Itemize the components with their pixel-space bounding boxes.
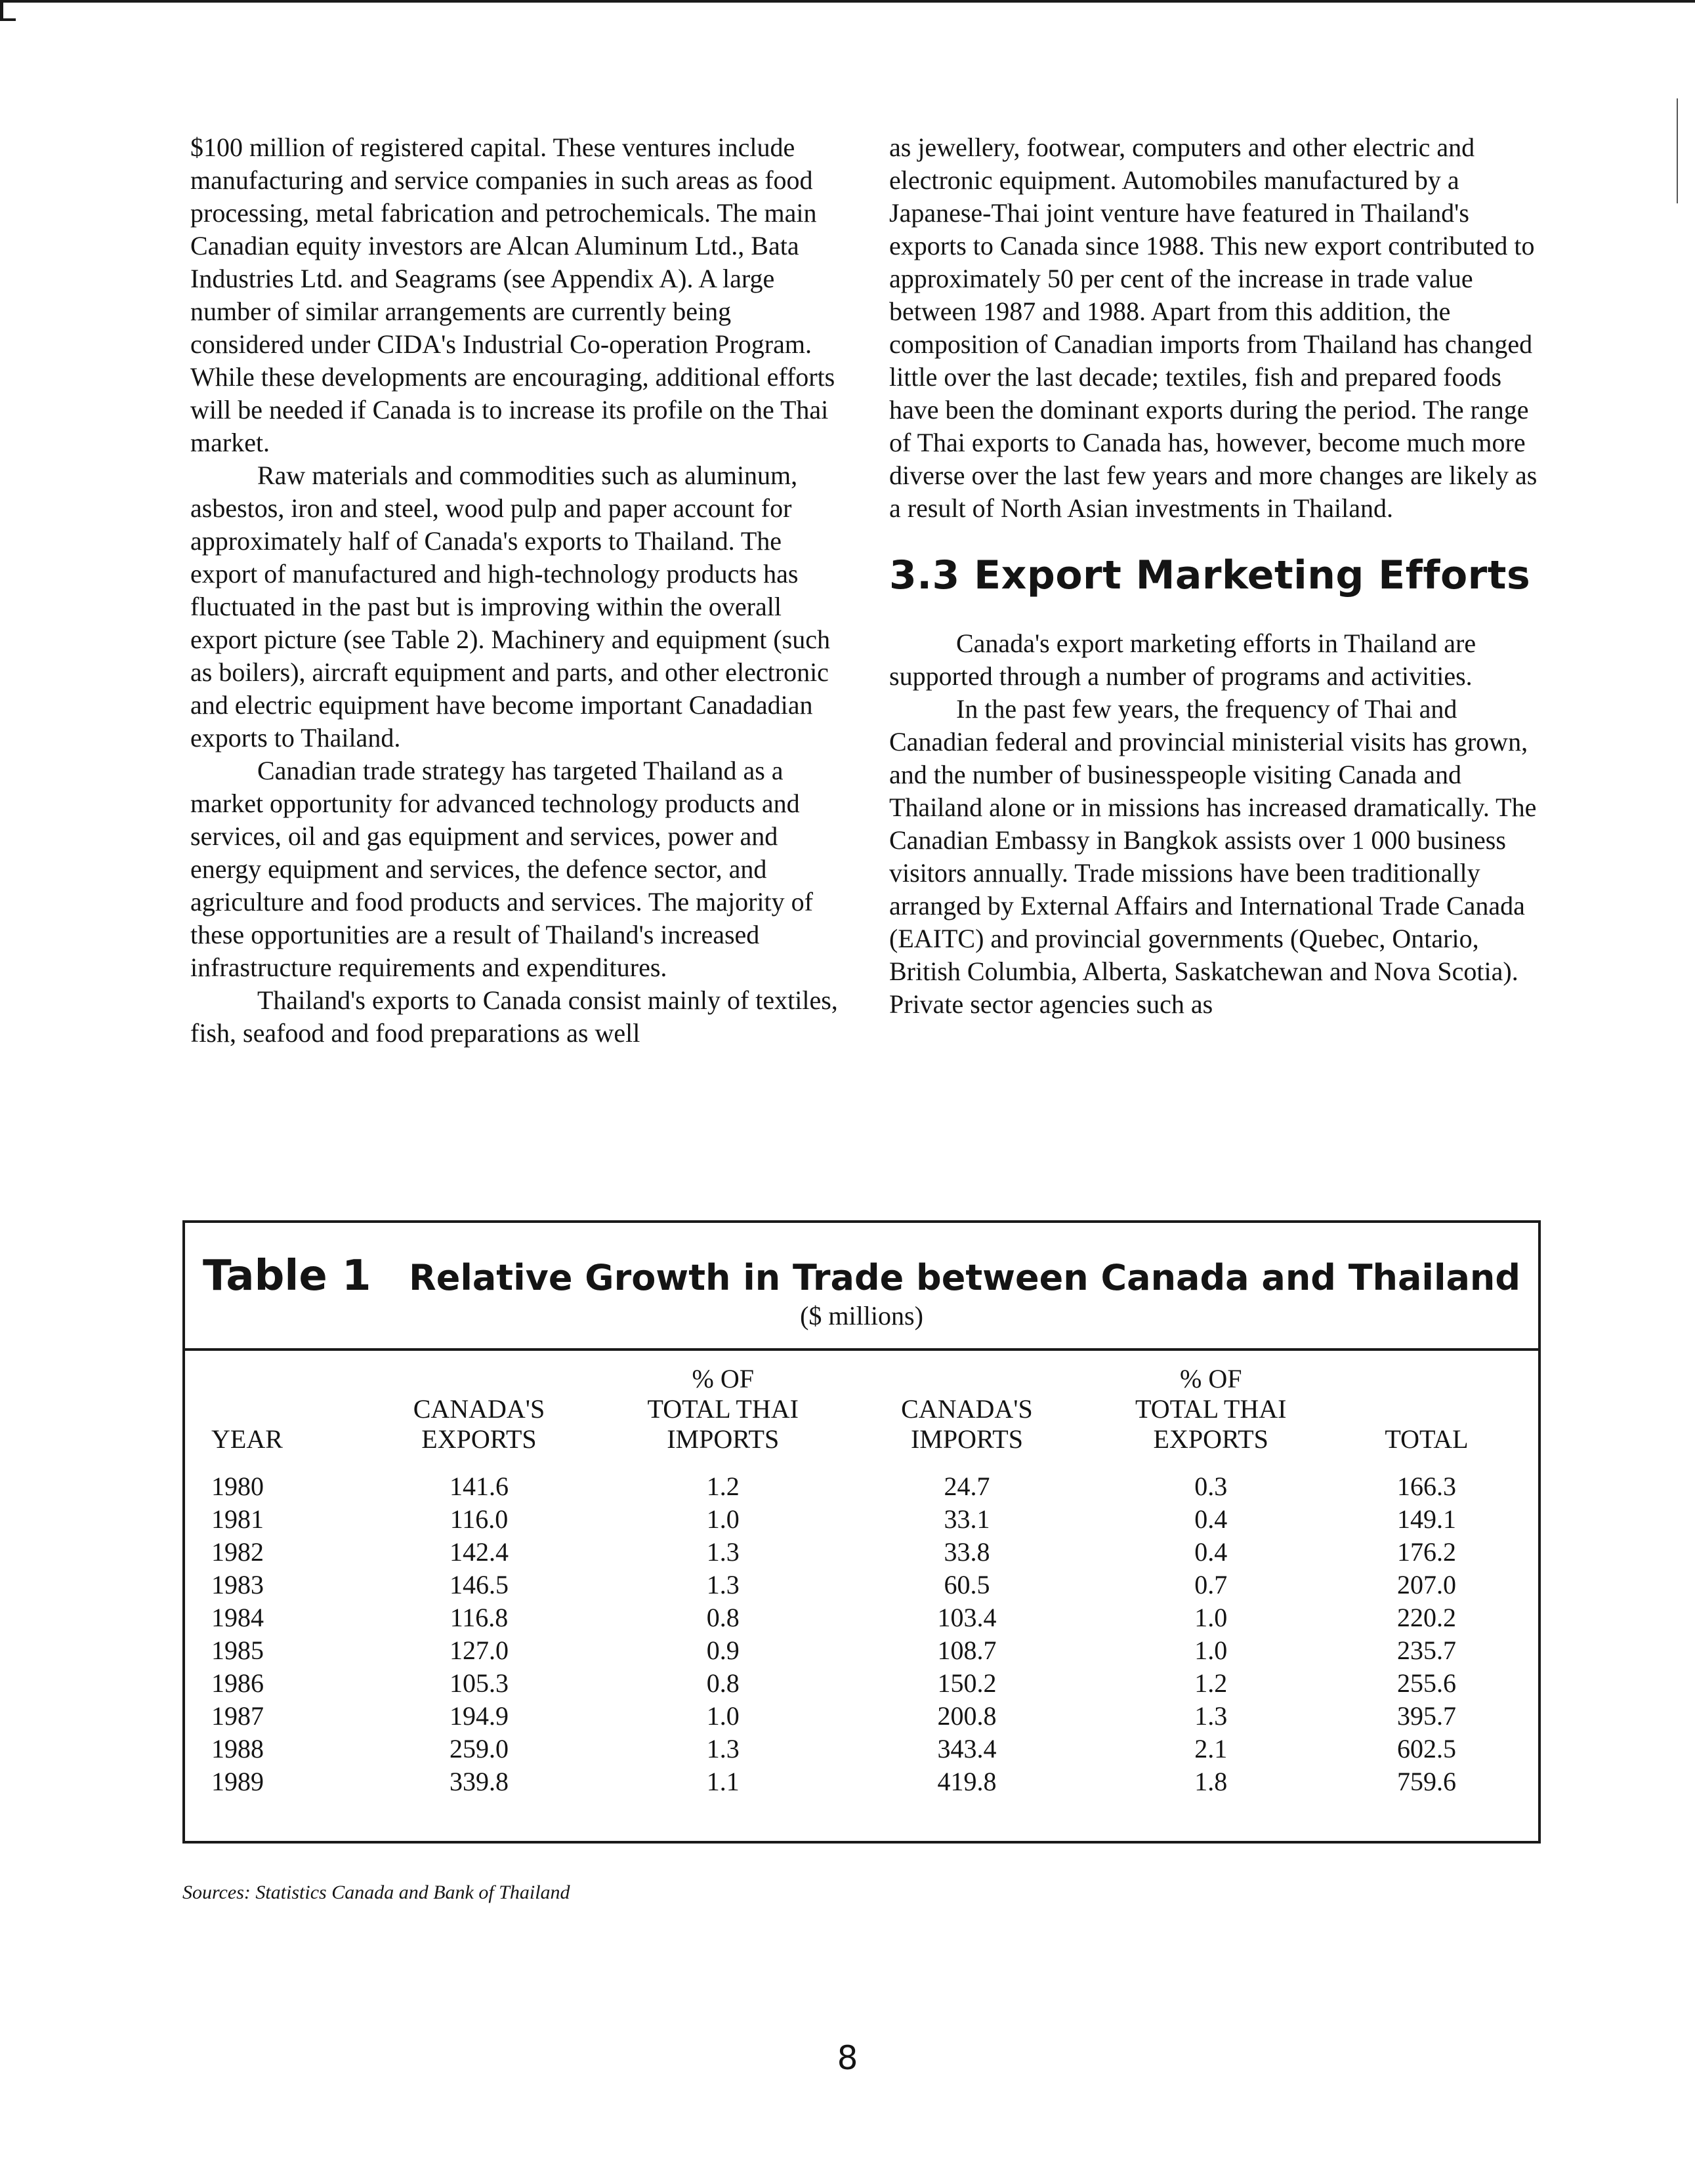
table-cell: 343.4	[937, 1734, 997, 1763]
table-cell: 0.9	[706, 1636, 740, 1665]
table-cell: 1.3	[706, 1734, 740, 1763]
table-cell: 150.2	[937, 1668, 997, 1698]
table-cell: 1.0	[1194, 1603, 1228, 1632]
column-header-line: TOTAL THAI	[647, 1394, 799, 1424]
table-label: Table 1	[203, 1252, 371, 1300]
section-body	[889, 627, 1539, 1021]
table-cell: 1.0	[1194, 1636, 1228, 1665]
column-header-line: CANADA'S	[901, 1394, 1033, 1424]
table-row	[206, 1700, 1512, 1733]
table-cell: 1983	[211, 1570, 264, 1599]
table-cell: 103.4	[937, 1603, 997, 1632]
table-cell: 33.8	[944, 1537, 990, 1567]
table-name: Relative Growth in Trade between Canada and Thailand	[409, 1257, 1520, 1298]
table-cell: 1987	[211, 1701, 264, 1731]
table-cell: 116.8	[450, 1603, 509, 1632]
table-cell: 105.3	[449, 1668, 509, 1698]
table-cell: 1.3	[706, 1537, 740, 1567]
table-title	[185, 1252, 1538, 1300]
table-cell: 235.7	[1397, 1636, 1456, 1665]
table-cell: 1.8	[1194, 1767, 1228, 1796]
page-number: 8	[837, 2039, 858, 2077]
table-row	[206, 1733, 1512, 1765]
table-cell: 33.1	[944, 1504, 990, 1534]
column-header-line: % OF	[1180, 1364, 1242, 1393]
table-cell: 259.0	[449, 1734, 509, 1763]
table-cell: 2.1	[1194, 1734, 1228, 1763]
table-cell: 60.5	[944, 1570, 990, 1599]
table-cell: 127.0	[449, 1636, 509, 1665]
table-cell: 0.4	[1194, 1537, 1228, 1567]
table-row	[206, 1503, 1512, 1536]
paragraph: $100 million of registered capital. These ventures include manufacturing and service companies in such areas as food processing, metal fabrication and petrochemicals. The main Canadian equity investors are Alcan Aluminum Ltd., Bata Industries Ltd. and Seagrams (see Appendix A). A large number of similar arrangements are currently being considered under CIDA's Industrial Co-operation Program. While these developments are encouraging, additional efforts will be needed if Canada is to increase its profile on the Thai market.	[190, 133, 835, 457]
table-cell: 1985	[211, 1636, 264, 1665]
table-cell: 1.3	[706, 1570, 740, 1599]
table-cell: 1989	[211, 1767, 264, 1796]
column-header-line: % OF	[692, 1364, 754, 1393]
column-header-line: IMPORTS	[910, 1424, 1023, 1454]
paragraph: as jewellery, footwear, computers and other electric and electronic equipment. Automobiles manufactured by a Japanese-Thai joint venture have featured in Thailand's exports to Canada since 1988. This new export contributed to approximately 50 per cent of the increase in trade value between 1987 and 1988. Apart from this addition, the composition of Canadian imports from Thailand has changed little over the last decade; textiles, fish and prepared foods have been the dominant exports during the period. The range of Thai exports to Canada has, however, become much more diverse over the last few years and more changes are likely as a result of North Asian investments in Thailand.	[889, 133, 1538, 523]
table-cell: 395.7	[1397, 1701, 1456, 1731]
table-cell: 176.2	[1397, 1537, 1456, 1567]
table-cell: 1.0	[706, 1504, 740, 1534]
scan-margin-mark	[1677, 98, 1678, 203]
table-cell: 759.6	[1397, 1767, 1456, 1796]
paragraph: Raw materials and commodities such as aluminum, asbestos, iron and steel, wood pulp and paper account for approximately half of Canada's exports to Thailand. The export of manufactured and high-technology products has fluctuated in the past but is improving within the overall export picture (see Table 2). Machinery and equipment (such as boilers), aircraft equipment and parts, and other electronic and electric equipment have become important Canadadian exports to Thailand.	[190, 461, 830, 752]
table-cell: 602.5	[1397, 1734, 1456, 1763]
table-header-band	[185, 1223, 1538, 1351]
table-cell: 142.4	[449, 1537, 509, 1567]
column-header-line: IMPORTS	[667, 1424, 780, 1454]
table-cell: 1984	[211, 1603, 264, 1632]
column-header	[366, 1364, 593, 1470]
column-header-line: CANADA'S	[413, 1394, 545, 1424]
column-header	[593, 1364, 854, 1470]
table-cell: 220.2	[1397, 1603, 1456, 1632]
column-header	[853, 1364, 1080, 1470]
paragraph: Thailand's exports to Canada consist mainly of textiles, fish, seafood and food preparations as well	[190, 985, 838, 1048]
table-cell: 194.9	[449, 1701, 509, 1731]
scan-corner-mark	[0, 18, 16, 21]
paragraph: Canada's export marketing efforts in Thailand are supported through a number of programs and activities.	[889, 628, 1476, 691]
table-sources-note: Sources: Statistics Canada and Bank of Thailand	[182, 1882, 570, 1903]
table-cell: 166.3	[1397, 1472, 1456, 1501]
table-cell: 141.6	[449, 1472, 509, 1501]
column-header	[206, 1364, 366, 1470]
left-text-column	[190, 131, 840, 1050]
table-cell: 0.3	[1194, 1472, 1228, 1501]
table-cell: 146.5	[449, 1570, 509, 1599]
table-cell: 0.8	[706, 1603, 740, 1632]
trade-table	[206, 1364, 1512, 1798]
table-body	[206, 1470, 1512, 1798]
trade-table-box	[182, 1220, 1541, 1844]
column-header-line: EXPORTS	[421, 1424, 537, 1454]
table-row	[206, 1634, 1512, 1667]
table-cell: 116.0	[450, 1504, 509, 1534]
table-cell: 1.2	[1194, 1668, 1228, 1698]
right-text-column	[889, 131, 1539, 1021]
table-cell: 1.0	[706, 1701, 740, 1731]
table-cell: 0.8	[706, 1668, 740, 1698]
table-header-row	[206, 1364, 1512, 1470]
table-cell: 108.7	[937, 1636, 997, 1665]
table-row	[206, 1470, 1512, 1503]
column-header-line: TOTAL THAI	[1135, 1394, 1287, 1424]
table-cell: 339.8	[449, 1767, 509, 1796]
table-cell: 255.6	[1397, 1668, 1456, 1698]
scan-edge-top	[0, 0, 1695, 3]
paragraph: Canadian trade strategy has targeted Thailand as a market opportunity for advanced technology products and services, oil and gas equipment and services, power and energy equipment and services, the defence sector, and agriculture and food products and services. The majority of these opportunities are a result of Thailand's increased infrastructure requirements and expenditures.	[190, 756, 813, 982]
table-cell: 1.3	[1194, 1701, 1228, 1731]
table-cell: 419.8	[937, 1767, 997, 1796]
table-cell: 200.8	[937, 1701, 997, 1731]
table-cell: 1986	[211, 1668, 264, 1698]
paragraph: In the past few years, the frequency of Thai and Canadian federal and provincial ministerial visits has grown, and the number of businesspeople visiting Canada and Thailand alone or in missions has increased dramatically. The Canadian Embassy in Bangkok assists over 1 000 business visitors annually. Trade missions have been traditionally arranged by External Affairs and International Trade Canada (EAITC) and provincial governments (Quebec, Ontario, British Columbia, Alberta, Saskatchewan and Nova Scotia). Private sector agencies such as	[889, 694, 1537, 1019]
table-cell: 1.1	[706, 1767, 740, 1796]
table-subtitle: ($ millions)	[800, 1301, 923, 1330]
column-header-line: YEAR	[211, 1424, 283, 1454]
table-cell: 0.7	[1194, 1570, 1228, 1599]
table-row	[206, 1765, 1512, 1798]
table-cell: 207.0	[1397, 1570, 1456, 1599]
table-cell: 1981	[211, 1504, 264, 1534]
column-header-line: EXPORTS	[1153, 1424, 1268, 1454]
table-row	[206, 1601, 1512, 1634]
table-cell: 1982	[211, 1537, 264, 1567]
column-header-line: TOTAL	[1385, 1424, 1469, 1454]
table-cell: 1980	[211, 1472, 264, 1501]
table-cell: 1.2	[706, 1472, 740, 1501]
column-header	[1341, 1364, 1512, 1470]
table-cell: 24.7	[944, 1472, 990, 1501]
table-row	[206, 1569, 1512, 1601]
column-header	[1080, 1364, 1341, 1470]
section-heading: 3.3 Export Marketing Efforts	[889, 552, 1531, 598]
table-row	[206, 1536, 1512, 1569]
table-row	[206, 1667, 1512, 1700]
table-cell: 149.1	[1397, 1504, 1456, 1534]
table-cell: 0.4	[1194, 1504, 1228, 1534]
table-cell: 1988	[211, 1734, 264, 1763]
